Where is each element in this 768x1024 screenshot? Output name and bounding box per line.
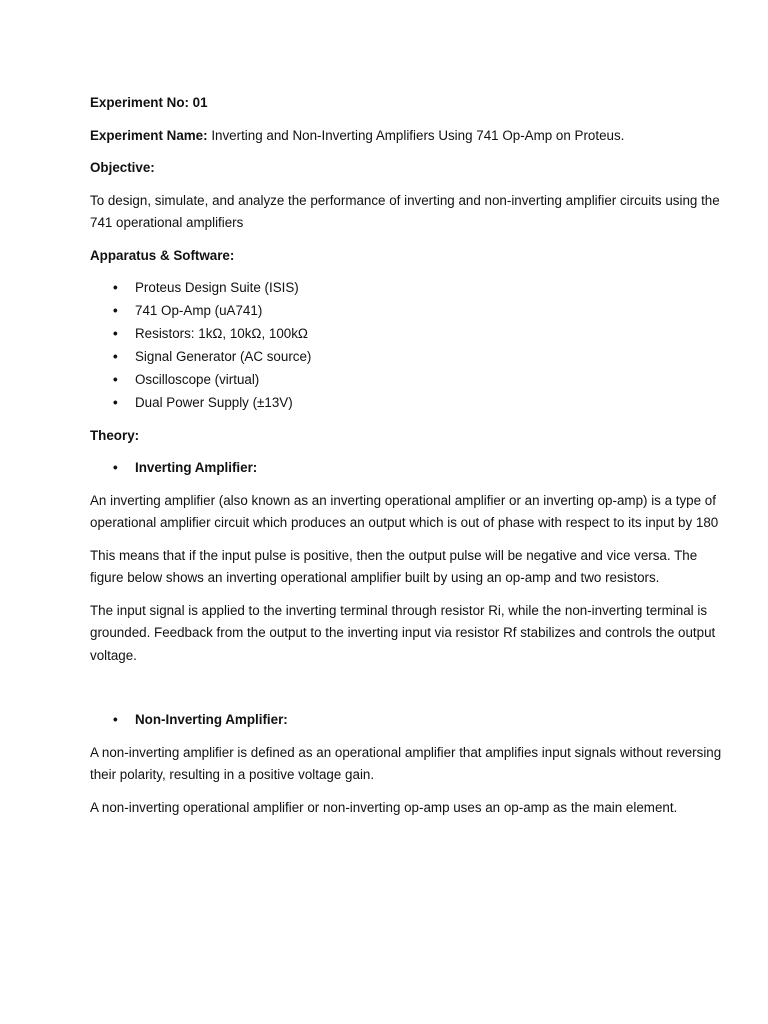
bullet-icon: • (113, 280, 118, 295)
apparatus-item (90, 392, 730, 415)
inverting-paragraph: This means that if the input pulse is positive, then the output pulse will be negative and vice versa. The figure below shows an inverting operational amplifier built by using an op-amp and two resistors. (90, 547, 698, 585)
non-inverting-amplifier-title: Non-Inverting Amplifier: (135, 712, 288, 727)
bullet-icon: • (113, 712, 118, 727)
apparatus-item-text: Oscilloscope (virtual) (135, 372, 260, 387)
apparatus-heading: Apparatus & Software: (90, 247, 235, 263)
apparatus-item-text: Signal Generator (AC source) (135, 349, 312, 364)
document-page (90, 92, 730, 829)
bullet-icon: • (113, 349, 118, 364)
bullet-icon: • (113, 303, 118, 318)
apparatus-item-text: 741 Op-Amp (uA741) (135, 303, 263, 318)
apparatus-item (90, 300, 730, 323)
non-inverting-subheading-list (90, 709, 730, 732)
apparatus-item-text: Dual Power Supply (±13V) (135, 395, 293, 410)
objective-text: To design, simulate, and analyze the performance of inverting and non-inverting amplifier circuits using the 741 operational amplifiers (90, 192, 720, 230)
bullet-icon: • (113, 372, 118, 387)
bullet-icon: • (113, 460, 118, 475)
experiment-name-label: Experiment Name: (90, 127, 208, 143)
inverting-paragraph: The input signal is applied to the inverting terminal through resistor Ri, while the non-inverting terminal is grounded. Feedback from the output to the inverting input via resistor Rf stabilizes and controls the output voltage. (90, 602, 716, 663)
inverting-amplifier-title: Inverting Amplifier: (135, 460, 258, 475)
inverting-subheading-list (90, 457, 730, 480)
section-spacer (90, 677, 730, 709)
apparatus-item-text: Proteus Design Suite (ISIS) (135, 280, 299, 295)
non-inverting-paragraph: A non-inverting amplifier is defined as an operational amplifier that amplifies input signals without reversing their polarity, resulting in a positive voltage gain. (90, 744, 722, 782)
inverting-amplifier-subheading (90, 457, 730, 480)
non-inverting-paragraph: A non-inverting operational amplifier or non-inverting op-amp uses an op-amp as the main element. (90, 799, 678, 815)
apparatus-list (90, 277, 730, 415)
apparatus-item (90, 346, 730, 369)
theory-heading: Theory: (90, 427, 140, 443)
objective-heading: Objective: (90, 160, 155, 175)
experiment-name-value: Inverting and Non-Inverting Amplifiers Using 741 Op-Amp on Proteus. (207, 127, 625, 143)
bullet-icon: • (113, 395, 118, 410)
non-inverting-amplifier-subheading (90, 709, 730, 732)
experiment-name-line (90, 125, 730, 148)
experiment-number: Experiment No: 01 (90, 95, 208, 110)
bullet-icon: • (113, 326, 118, 341)
apparatus-item-text: Resistors: 1kΩ, 10kΩ, 100kΩ (135, 326, 308, 341)
apparatus-item (90, 369, 730, 392)
inverting-paragraph: An inverting amplifier (also known as an inverting operational amplifier or an inverting op-amp) is a type of operational amplifier circuit which produces an output which is out of phase with respect to its input by 180 (90, 492, 719, 530)
apparatus-item (90, 277, 730, 300)
apparatus-item (90, 323, 730, 346)
